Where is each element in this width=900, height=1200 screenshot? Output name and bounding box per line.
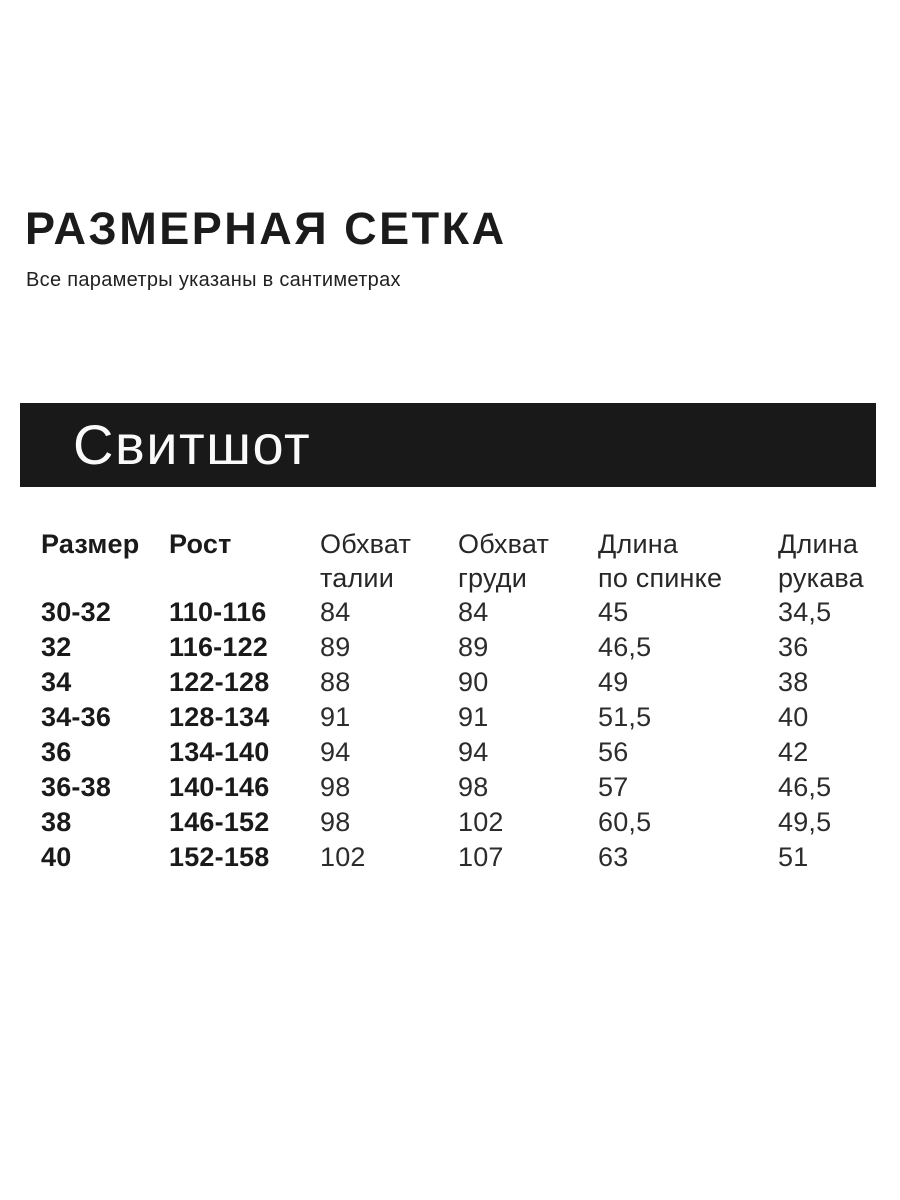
table-cell-back-length: 60,5 [598, 807, 652, 837]
column-header-height [169, 527, 320, 595]
table-cell-chest: 90 [458, 667, 489, 697]
column-header-line1: Размер [41, 529, 140, 559]
table-cell-chest: 107 [458, 842, 504, 872]
table-cell-sleeve-length: 38 [778, 667, 809, 697]
column-header-line2: по спинке [598, 563, 723, 593]
column-header-chest [458, 527, 598, 595]
table-cell-size: 32 [41, 632, 72, 662]
column-header-line1: Обхват [320, 529, 412, 559]
size-table [41, 527, 879, 875]
table-cell-sleeve-length: 51 [778, 842, 809, 872]
table-row [41, 735, 879, 770]
table-cell-size: 34-36 [41, 702, 112, 732]
table-cell-height: 134-140 [169, 737, 270, 767]
table-row [41, 630, 879, 665]
table-cell-chest: 94 [458, 737, 489, 767]
table-cell-height: 116-122 [169, 632, 268, 662]
column-header-back-length [598, 527, 778, 595]
table-cell-back-length: 63 [598, 842, 629, 872]
table-cell-waist: 98 [320, 807, 351, 837]
table-cell-back-length: 57 [598, 772, 629, 802]
table-cell-height: 128-134 [169, 702, 270, 732]
table-cell-back-length: 45 [598, 597, 629, 627]
table-cell-size: 34 [41, 667, 72, 697]
column-header-line2: талии [320, 563, 394, 593]
table-cell-chest: 84 [458, 597, 489, 627]
table-cell-chest: 89 [458, 632, 489, 662]
table-cell-waist: 89 [320, 632, 351, 662]
table-row [41, 770, 879, 805]
table-cell-waist: 84 [320, 597, 351, 627]
table-cell-waist: 94 [320, 737, 351, 767]
table-cell-size: 30-32 [41, 597, 112, 627]
table-row [41, 805, 879, 840]
column-header-line1: Длина [598, 529, 679, 559]
table-row [41, 700, 879, 735]
table-cell-height: 140-146 [169, 772, 270, 802]
table-row [41, 595, 879, 630]
product-banner [20, 403, 876, 487]
column-header-sleeve-length [778, 527, 879, 595]
table-cell-waist: 88 [320, 667, 351, 697]
table-cell-height: 146-152 [169, 807, 270, 837]
column-header-line1: Обхват [458, 529, 550, 559]
column-header-line1: Рост [169, 529, 232, 559]
table-row [41, 665, 879, 700]
table-cell-back-length: 46,5 [598, 632, 652, 662]
table-cell-waist: 102 [320, 842, 366, 872]
table-cell-height: 152-158 [169, 842, 270, 872]
table-cell-sleeve-length: 42 [778, 737, 809, 767]
table-cell-back-length: 56 [598, 737, 629, 767]
table-cell-chest: 91 [458, 702, 489, 732]
table-cell-size: 36-38 [41, 772, 112, 802]
table-body [41, 595, 879, 875]
table-cell-size: 40 [41, 842, 72, 872]
table-cell-sleeve-length: 36 [778, 632, 809, 662]
table-row [41, 840, 879, 875]
table-cell-height: 110-116 [169, 597, 267, 627]
page-title: РАЗМЕРНАЯ СЕТКА [25, 203, 507, 254]
table-cell-sleeve-length: 40 [778, 702, 809, 732]
table-cell-height: 122-128 [169, 667, 270, 697]
column-header-line2: груди [458, 563, 528, 593]
product-name: Свитшот [73, 413, 312, 476]
table-cell-chest: 102 [458, 807, 504, 837]
table-header-row [41, 527, 879, 595]
table-cell-sleeve-length: 49,5 [778, 807, 832, 837]
column-header-line2: рукава [778, 563, 864, 593]
table-cell-size: 36 [41, 737, 72, 767]
table-cell-sleeve-length: 46,5 [778, 772, 832, 802]
table-cell-waist: 91 [320, 702, 351, 732]
table-cell-back-length: 49 [598, 667, 629, 697]
column-header-line1: Длина [778, 529, 859, 559]
column-header-size [41, 527, 169, 595]
column-header-waist [320, 527, 458, 595]
table-cell-chest: 98 [458, 772, 489, 802]
table-cell-sleeve-length: 34,5 [778, 597, 832, 627]
page-subtitle: Все параметры указаны в сантиметрах [26, 269, 401, 291]
table-cell-waist: 98 [320, 772, 351, 802]
table-cell-back-length: 51,5 [598, 702, 652, 732]
table-cell-size: 38 [41, 807, 72, 837]
